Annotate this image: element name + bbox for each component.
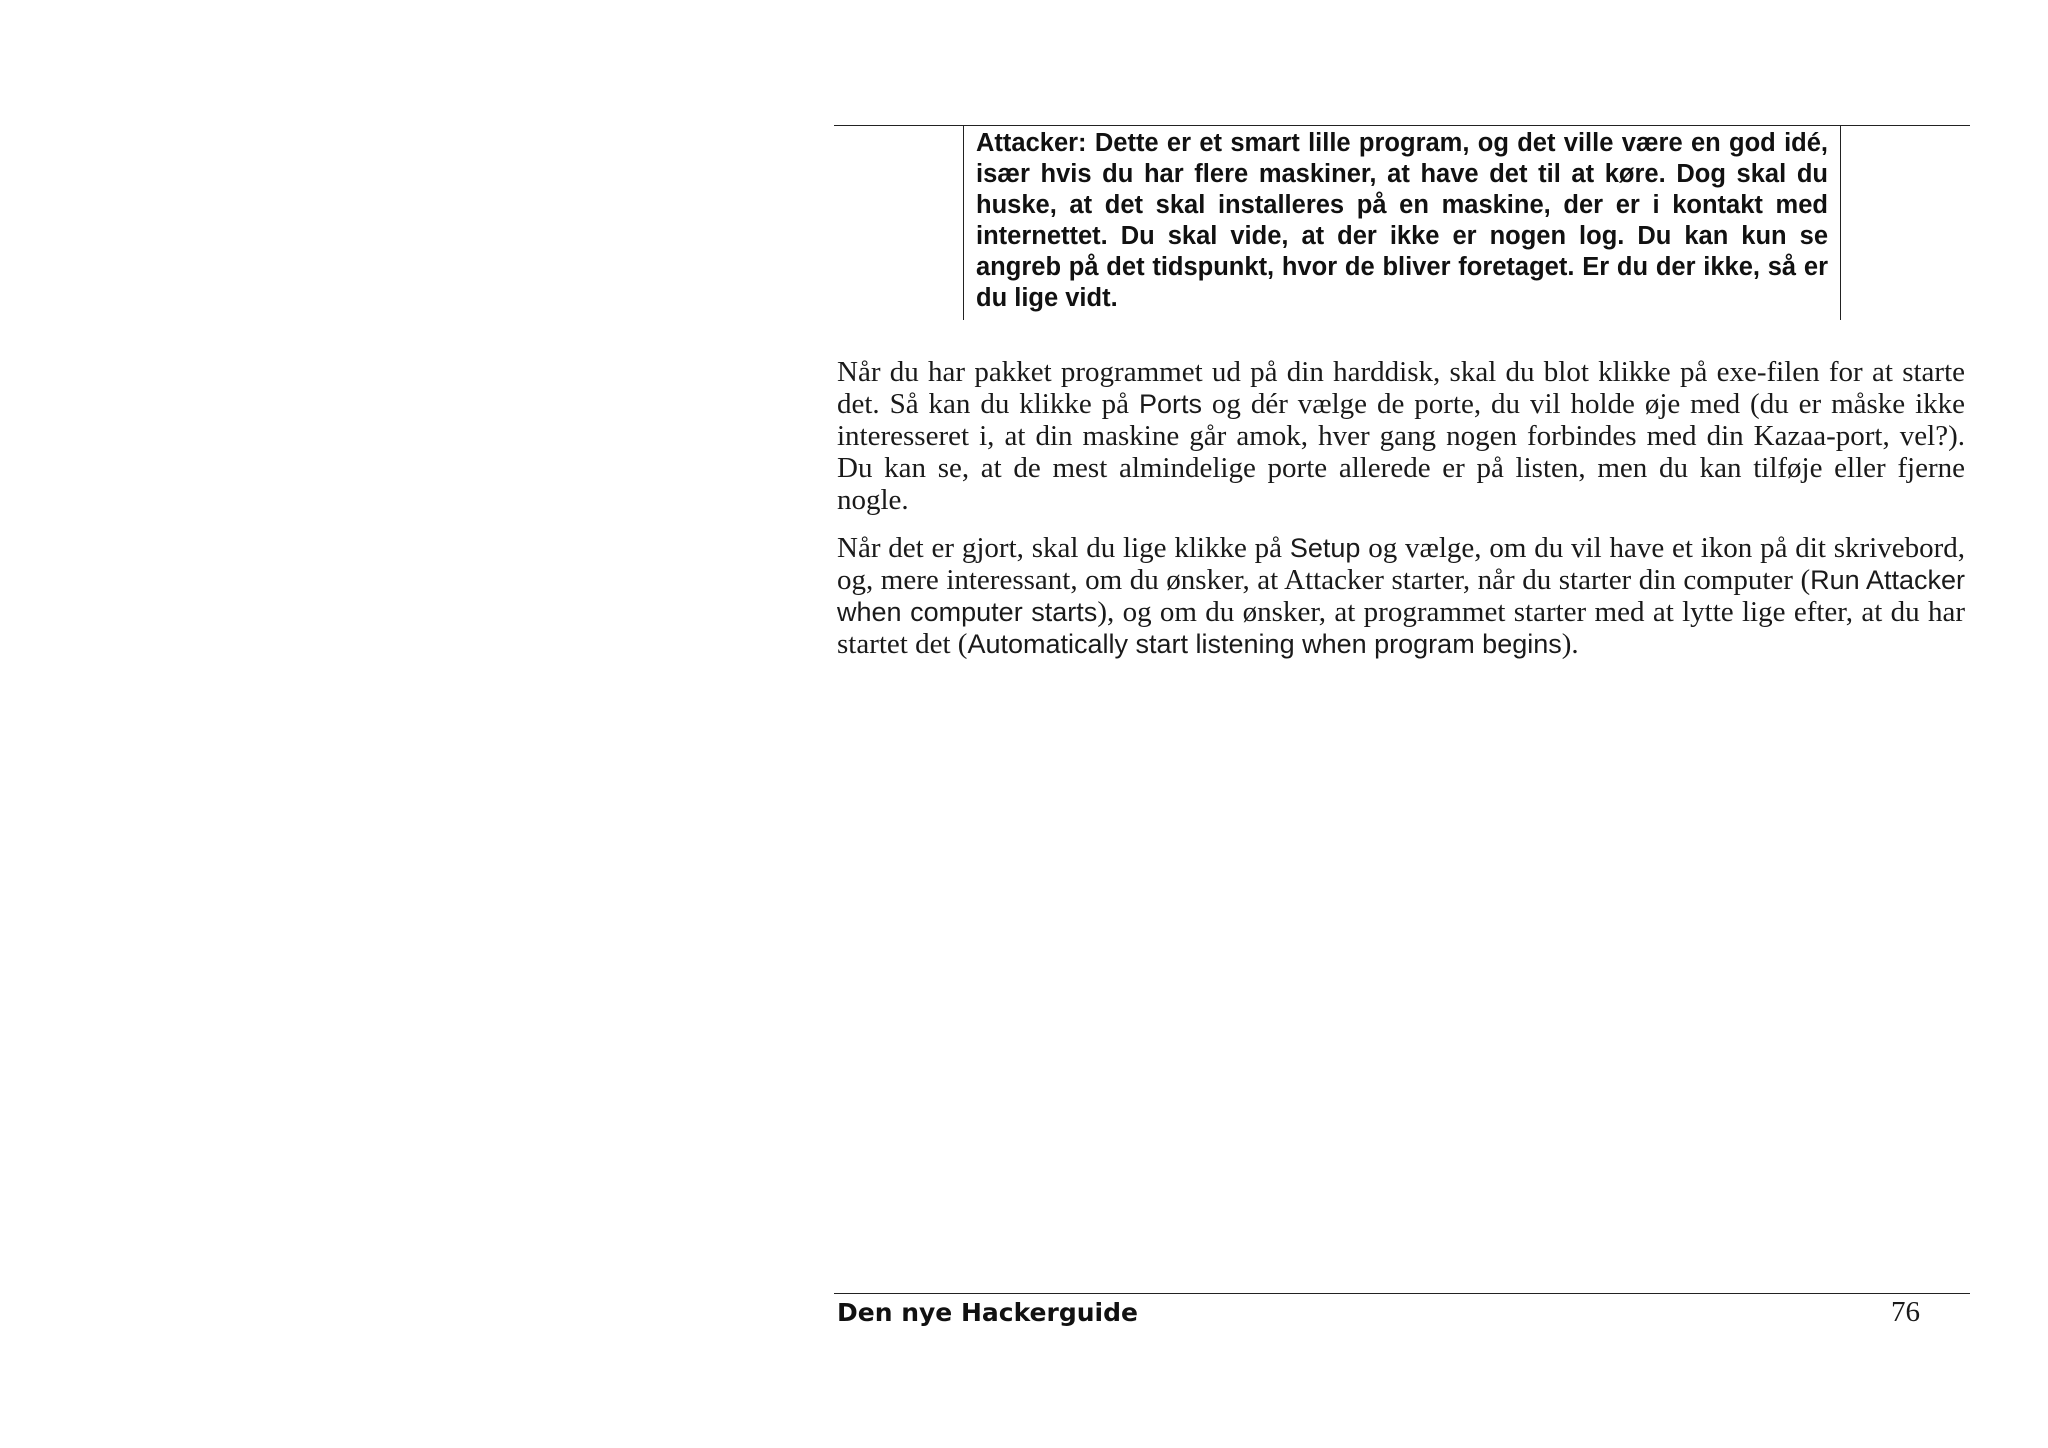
- ui-term-auto-listen: Automatically start listening when program begins: [967, 629, 1562, 659]
- page-number: 76: [1891, 1296, 1920, 1328]
- ui-term-ports: Ports: [1138, 389, 1202, 419]
- body-content: [837, 356, 1965, 676]
- paragraph-2-text-4: ).: [1561, 628, 1579, 660]
- paragraph-2: [837, 532, 1965, 660]
- ui-term-setup: Setup: [1289, 533, 1361, 563]
- footer-rule: [834, 1293, 1970, 1294]
- paragraph-2-text-2: og vælge, om du vil have et ikon på dit skrivebord, og, mere interessant, om du ønsker, at Attacker starter, når du starter din computer (: [837, 532, 1966, 596]
- note-box-left-border: [963, 125, 964, 320]
- note-box-text: Attacker: Dette er et smart lille program, og det ville være en god idé, især hvis du har flere maskiner, at have det til at køre. Dog skal du huske, at det skal installeres på en maskine, der er i kontakt med internettet. Du skal vide, at der ikke er nogen log. Du kan kun se angreb på det tidspunkt, hvor de bliver foretaget. Er du der ikke, så er du lige vidt.: [976, 129, 1828, 312]
- footer-title: Den nye Hackerguide: [837, 1298, 1138, 1327]
- header-rule: [834, 125, 1970, 126]
- paragraph-1-text-1: Når du har pakket programmet ud på din harddisk, skal du blot klikke på exe-filen for at starte det. Så kan du klikke på: [837, 356, 1965, 420]
- paragraph-2-text-1: Når det er gjort, skal du lige klikke på: [837, 532, 1290, 564]
- paragraph-2-text-3: ), og om du ønsker, at programmet starter med at lytte lige efter, at du har startet det (: [837, 596, 1966, 660]
- paragraph-1: [837, 356, 1965, 516]
- note-box-right-border: [1840, 125, 1841, 320]
- ui-term-run-attacker: Run Attacker when computer starts: [837, 565, 1966, 627]
- paragraph-1-text-2: og dér vælge de porte, du vil holde øje med (du er måske ikke interesseret i, at din maskine går amok, hver gang nogen forbindes med din Kazaa-port, vel?). Du kan se, at de mest almindelige porte allerede er på listen, men du kan tilføje eller fjerne nogle.: [837, 388, 1965, 516]
